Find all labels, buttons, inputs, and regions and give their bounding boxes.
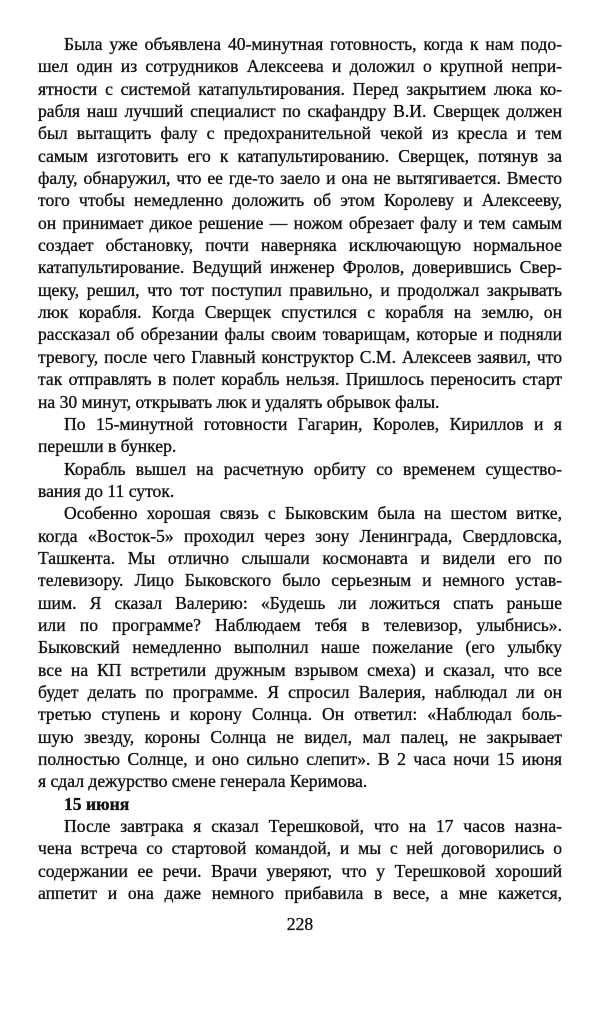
text-line: вания до 11 суток.	[38, 480, 175, 501]
page-number: 228	[286, 914, 314, 934]
text-line: Ташкента. Мы отлично слышали космонавта и видели его по	[38, 547, 562, 568]
text-line: люк корабля. Когда Сверщек спустился с корабля на землю, он	[38, 302, 562, 323]
text-line: рабля наш лучший специалист по скафандру В.И. Сверщек должен	[38, 101, 562, 122]
text-line: тревогу, после чего Главный конструктор С.М. Алексеев заявил, что	[38, 346, 562, 367]
text-line: ятности с системой катапультирования. Перед закрытием люка ко-	[38, 78, 562, 99]
paragraph	[38, 33, 562, 413]
text-line: того чтобы немедленно доложить об этом Королеву и Алексееву,	[38, 190, 562, 211]
body-text	[38, 33, 562, 904]
text-line: фалу, обнаружил, что ее где-то заело и она не вытягивается. Вместо	[38, 168, 562, 189]
text-line: аппетит и она даже немного прибавила в весе, а мне кажется,	[38, 883, 562, 904]
text-line: будет делать по программе. Я спросил Валерия, наблюдал ли он	[38, 681, 562, 702]
text-line: Особенно хорошая связь с Быковским была на шестом витке,	[64, 503, 562, 524]
text-line: так отправлять в полет корабль нельзя. Пришлось переносить старт	[38, 369, 562, 390]
text-line: на 30 минут, открывать люк и удалять обрывок фалы.	[38, 391, 440, 412]
text-line: был вытащить фалу с предохранительной чекой из кресла и тем	[38, 123, 562, 144]
text-line: После завтрака я сказал Терешковой, что на 17 часов назна-	[64, 816, 562, 837]
text-line: перешли в бункер.	[38, 436, 177, 457]
text-line: Была уже объявлена 40-минутная готовность, когда к нам подо-	[64, 34, 562, 54]
paragraph	[38, 815, 562, 904]
text-line: все на КП встретили дружным взрывом смеха) и сказал, что все	[38, 659, 562, 680]
paragraph	[38, 458, 562, 503]
text-line: рассказал об обрезании фалы своим товарищам, которые и подняли	[38, 324, 562, 345]
text-line: По 15-минутной готовности Гагарин, Королев, Кириллов и я	[64, 413, 562, 434]
text-line: полностью Солнце, и оно сильно слепит». В 2 часа ночи 15 июня	[38, 749, 562, 769]
text-line: чена встреча со стартовой командой, и мы с ней договорились о	[38, 838, 562, 859]
paragraph	[38, 413, 562, 458]
text-line: самым изготовить его к катапультированию. Сверщек, потянув за	[38, 145, 562, 166]
text-line: Корабль вышел на расчетную орбиту со временем существо-	[64, 458, 562, 479]
text-line: телевизору. Лицо Быковского было серьезным и немного устав-	[38, 570, 562, 591]
text-line: щеку, решил, что тот поступил правильно, и продолжал закрывать	[38, 279, 562, 300]
text-line: он принимает дикое решение — ножом обрезает фалу и тем самым	[38, 212, 562, 233]
text-line: или по программе? Наблюдаем тебя в телевизор, улыбнись».	[38, 614, 562, 635]
text-line: катапультирование. Ведущий инженер Фролов, доверившись Свер-	[38, 257, 562, 278]
text-line: я сдал дежурство смене генерала Керимова.	[38, 771, 368, 792]
section-heading: 15 июня	[64, 793, 130, 814]
text-line: третью ступень и корону Солнца. Он ответил: «Наблюдал боль-	[38, 704, 562, 725]
paragraph	[38, 502, 562, 792]
text-line: создает обстановку, почти наверняка исключающую нормальное	[38, 235, 562, 256]
text-line: шел один из сотрудников Алексеева и доложил о крупной непри-	[38, 56, 562, 77]
text-line: Быковский немедленно выполнил наше пожелание (его улыбку	[38, 637, 562, 658]
text-line: содержании ее речи. Врачи уверяют, что у Терешковой хороший	[38, 860, 562, 881]
text-line: шим. Я сказал Валерию: «Будешь ли ложиться спать раньше	[38, 592, 562, 613]
text-line: когда «Восток-5» проходил через зону Ленинграда, Свердловска,	[38, 525, 562, 546]
text-line: шую звезду, короны Солнца не видел, мал палец, не закрывает	[38, 726, 562, 747]
